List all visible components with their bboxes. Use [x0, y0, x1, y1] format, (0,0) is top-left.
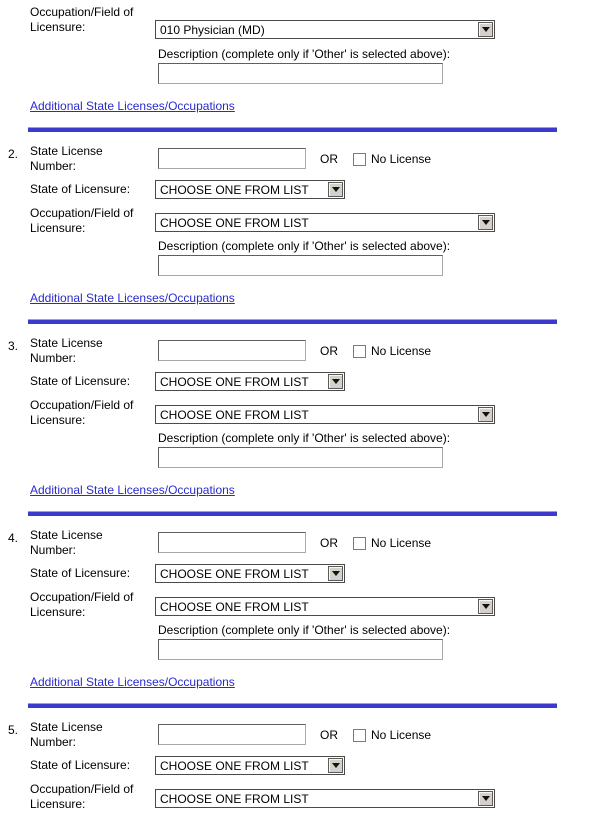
section-divider — [28, 703, 557, 708]
occupation-select-value: CHOOSE ONE FROM LIST — [160, 215, 309, 230]
no-license-label: No License — [371, 152, 432, 166]
section-divider — [28, 511, 557, 516]
chevron-down-glyph — [482, 604, 490, 609]
license-number-input[interactable] — [158, 340, 306, 361]
license-number-input[interactable] — [158, 724, 306, 745]
chevron-down-icon — [328, 566, 343, 581]
license-number-input[interactable] — [158, 148, 306, 169]
state-license-number-label: State License Number: — [30, 528, 103, 557]
license-section-4 — [0, 528, 613, 718]
description-input[interactable] — [158, 255, 443, 276]
occupation-label: Occupation/Field of Licensure: — [30, 206, 134, 235]
occupation-select[interactable] — [155, 789, 495, 808]
chevron-down-glyph — [482, 412, 490, 417]
no-license-label: No License — [371, 344, 432, 358]
state-select[interactable] — [155, 180, 345, 199]
chevron-down-icon — [478, 407, 493, 422]
state-of-licensure-row — [8, 564, 613, 583]
license-number-row — [8, 336, 613, 366]
state-license-number-label: State License Number: — [30, 144, 103, 173]
additional-licenses-link[interactable]: Additional State Licenses/Occupations — [30, 675, 235, 689]
occupation-select-value: CHOOSE ONE FROM LIST — [160, 599, 309, 614]
chevron-down-icon — [328, 374, 343, 389]
description-label-row — [8, 623, 613, 638]
description-input-row — [8, 255, 613, 276]
license-section-1 — [0, 0, 613, 142]
chevron-down-icon — [478, 22, 493, 37]
chevron-down-icon — [328, 758, 343, 773]
state-select[interactable] — [155, 756, 345, 775]
license-number-row — [8, 144, 613, 174]
chevron-down-icon — [478, 599, 493, 614]
section-divider — [28, 319, 557, 324]
description-label-row — [8, 239, 613, 254]
occupation-select[interactable] — [155, 20, 495, 39]
description-label: Description (complete only if 'Other' is selected above): — [158, 47, 451, 61]
state-select-value: CHOOSE ONE FROM LIST — [160, 374, 309, 389]
state-of-licensure-row — [8, 372, 613, 391]
license-number-input[interactable] — [158, 532, 306, 553]
no-license-label: No License — [371, 728, 432, 742]
occupation-row — [8, 590, 613, 620]
state-select-value: CHOOSE ONE FROM LIST — [160, 566, 309, 581]
occupation-label: Occupation/Field of Licensure: — [30, 5, 134, 34]
section-divider — [28, 127, 557, 132]
no-license-checkbox[interactable] — [353, 537, 366, 550]
occupation-select-value: CHOOSE ONE FROM LIST — [160, 407, 309, 422]
additional-licenses-link[interactable]: Additional State Licenses/Occupations — [30, 291, 235, 305]
description-label: Description (complete only if 'Other' is selected above): — [158, 623, 451, 637]
additional-licenses-link[interactable]: Additional State Licenses/Occupations — [30, 99, 235, 113]
occupation-row — [8, 206, 613, 236]
chevron-down-icon — [478, 791, 493, 806]
no-license-label: No License — [371, 536, 432, 550]
license-section-5 — [0, 720, 613, 822]
description-input-row — [8, 447, 613, 468]
section-number: 4. — [8, 531, 19, 545]
license-section-3 — [0, 336, 613, 526]
state-of-licensure-label: State of Licensure: — [30, 182, 131, 196]
no-license-checkbox[interactable] — [353, 729, 366, 742]
chevron-down-glyph — [482, 27, 490, 32]
no-license-checkbox[interactable] — [353, 153, 366, 166]
state-of-licensure-row — [8, 756, 613, 775]
state-license-number-label: State License Number: — [30, 720, 103, 749]
state-select-value: CHOOSE ONE FROM LIST — [160, 182, 309, 197]
section-number: 2. — [8, 147, 19, 161]
chevron-down-glyph — [482, 796, 490, 801]
occupation-label: Occupation/Field of Licensure: — [30, 398, 134, 427]
description-label: Description (complete only if 'Other' is selected above): — [158, 239, 451, 253]
description-input[interactable] — [158, 63, 443, 84]
state-of-licensure-row — [8, 180, 613, 199]
state-select-value: CHOOSE ONE FROM LIST — [160, 758, 309, 773]
or-label: OR — [320, 344, 338, 358]
chevron-down-glyph — [332, 187, 340, 192]
description-input-row — [8, 63, 613, 84]
occupation-label: Occupation/Field of Licensure: — [30, 590, 134, 619]
section-number: 3. — [8, 339, 19, 353]
chevron-down-glyph — [332, 379, 340, 384]
description-label-row — [8, 431, 613, 446]
chevron-down-icon — [328, 182, 343, 197]
license-section-2 — [0, 144, 613, 334]
license-number-row — [8, 528, 613, 558]
section-number — [8, 5, 30, 8]
occupation-select[interactable] — [155, 405, 495, 424]
occupation-label: Occupation/Field of Licensure: — [30, 782, 134, 811]
chevron-down-glyph — [332, 571, 340, 576]
or-label: OR — [320, 728, 338, 742]
description-label-row — [8, 47, 613, 62]
state-license-number-label: State License Number: — [30, 336, 103, 365]
state-of-licensure-label: State of Licensure: — [30, 374, 131, 388]
occupation-select-value: CHOOSE ONE FROM LIST — [160, 791, 309, 806]
chevron-down-icon — [478, 215, 493, 230]
description-input-row — [8, 639, 613, 660]
section-number: 5. — [8, 723, 19, 737]
description-label: Description (complete only if 'Other' is selected above): — [158, 431, 451, 445]
occupation-select[interactable] — [155, 597, 495, 616]
or-label: OR — [320, 536, 338, 550]
occupation-row — [8, 5, 613, 39]
state-of-licensure-label: State of Licensure: — [30, 566, 131, 580]
occupation-row — [8, 782, 613, 812]
description-input[interactable] — [158, 447, 443, 468]
occupation-select-value: 010 Physician (MD) — [160, 22, 265, 37]
state-select[interactable] — [155, 564, 345, 583]
or-label: OR — [320, 152, 338, 166]
state-of-licensure-label: State of Licensure: — [30, 758, 131, 772]
occupation-row — [8, 398, 613, 428]
license-number-row — [8, 720, 613, 750]
chevron-down-glyph — [332, 763, 340, 768]
chevron-down-glyph — [482, 220, 490, 225]
description-input[interactable] — [158, 639, 443, 660]
additional-licenses-link[interactable]: Additional State Licenses/Occupations — [30, 483, 235, 497]
state-select[interactable] — [155, 372, 345, 391]
no-license-checkbox[interactable] — [353, 345, 366, 358]
occupation-select[interactable] — [155, 213, 495, 232]
